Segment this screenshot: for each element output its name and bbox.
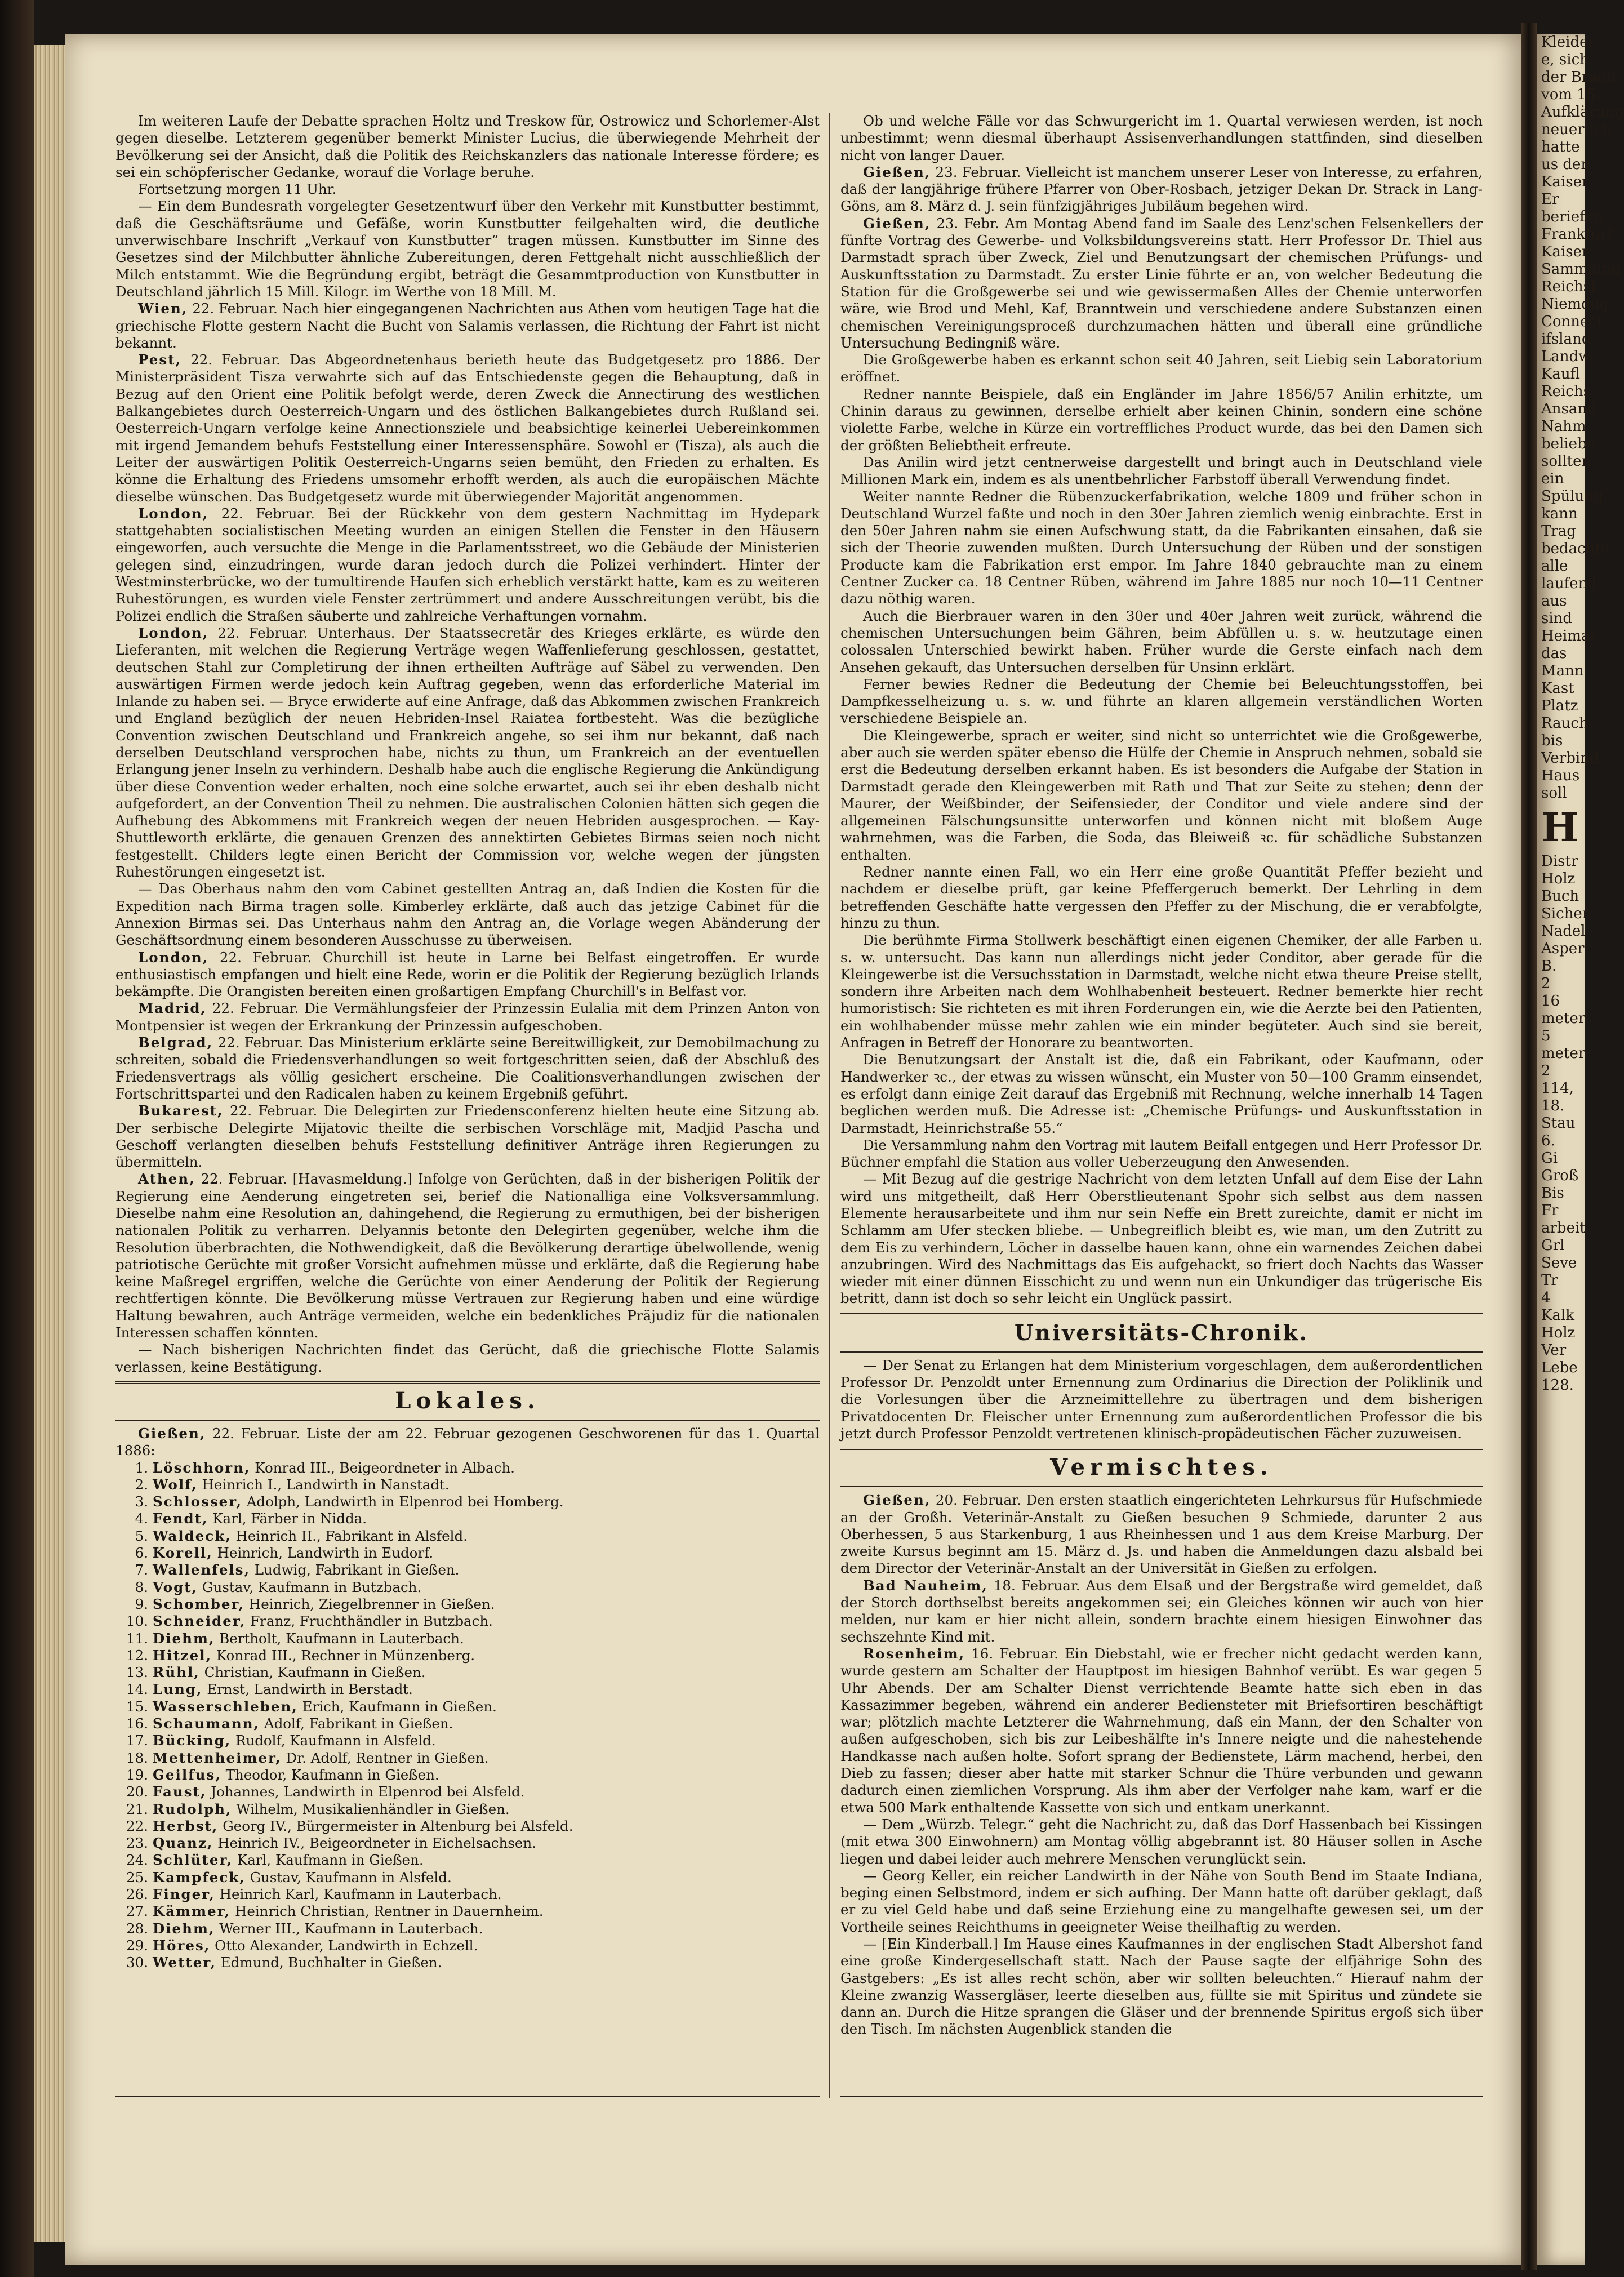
juror-number: 28. (126, 1920, 148, 1937)
facing-page-text-fragment: Gi (1541, 1150, 1558, 1167)
lokales-intro-text: 22. Februar. Liste der am 22. Februar gezogenen Geschworenen für das 1. Quartal 1886: (115, 1425, 820, 1459)
facing-page-text-fragment: 18. (1541, 1097, 1565, 1114)
juror-name: Quanz, (153, 1835, 213, 1852)
juror-name: Waldeck, (153, 1527, 232, 1544)
juror-item (115, 1596, 820, 1613)
juror-name: Schaumann, (153, 1715, 260, 1732)
juror-item (115, 1698, 820, 1715)
facing-page-text-fragment: Holz (1541, 1324, 1576, 1341)
facing-page-text-fragment: aus (1541, 593, 1567, 610)
news-text: 20. Februar. Den ersten staatlich eingerichteten Lehrkursus für Hufschmiede an der Großh. Veterinär-Anstalt zu Gießen besuchen 9 Schmiede, darunter 2 aus Oberhessen, 5 aus Starkenburg, 1 aus Rheinhessen und 1 aus dem Kreise Marburg. Der zweite Kursus beginnt am 15. März d. Js. und haben die Anmeldungen dazu alsbald bei dem Director der Veterinär-Anstalt an der Universität in Gießen zu erfolgen. (840, 1492, 1483, 1577)
dispatch-text: 22. Februar. Die Delegirten zur Friedensconferenz hielten heute eine Sitzung ab. Der serbische Delegirte Mijatovic theilte die serbischen Vorschläge mit, Madjid Pascha und Geschoff verlangten dieselben behufs Feststellung definitiver Anträge ihren Regierungen zu übermitteln. (115, 1102, 820, 1171)
facing-page-text-fragment: Holz (1541, 870, 1576, 887)
facing-page-text-fragment: 6. (1541, 1132, 1555, 1149)
dispatch-paragraph (115, 300, 820, 352)
dateline: Gießen, (863, 215, 931, 232)
juror-number: 22. (126, 1817, 148, 1834)
facing-page-fragment (1537, 34, 1624, 2265)
juror-item (115, 1937, 820, 1954)
juror-details: Franz, Fruchthändler in Butzbach. (250, 1613, 493, 1630)
facing-page-text-fragment: 5 (1541, 1028, 1551, 1044)
facing-page-text-fragment: bedachte (1541, 540, 1610, 557)
juror-name: Korell, (153, 1545, 213, 1562)
dateline: Gießen, (138, 1425, 206, 1442)
juror-details: Adolf, Fabrikant in Gießen. (264, 1715, 453, 1732)
juror-number: 29. (126, 1937, 148, 1954)
juror-number: 21. (126, 1800, 148, 1817)
paragraph: Weiter nannte Redner die Rübenzuckerfabrikation, welche 1809 und früher schon in Deutschland Wurzel faßte und noch in den 30er Jahren ziemlich wenig einbrachte. Erst in den 50er Jahren nahm sie einen Aufschwung statt, da die Fabrikanten einsahen, daß sie sich der Theorie zuwenden mußten. Durch Untersuchung der Rüben und der sonstigen Producte kam die Fabrikation erst empor. Im Jahre 1840 gebrauchte man zu einem Centner Zucker ca. 18 Centner Rüben, während im Jahre 1885 nur noch 10—11 Centner dazu nöthig waren. (840, 488, 1483, 607)
dateline: Gießen, (863, 163, 931, 180)
news-paragraph (840, 1492, 1483, 1577)
news-paragraph (840, 164, 1483, 215)
juror-number: 26. (126, 1885, 148, 1902)
book-spine-edge (0, 0, 34, 2277)
juror-number: 24. (126, 1852, 148, 1869)
left-intro-block (115, 113, 820, 300)
juror-details: Theodor, Kaufmann in Gießen. (225, 1766, 439, 1783)
facing-page-text-fragment: 2 (1541, 975, 1551, 992)
facing-page-text-fragment: Mann (1541, 662, 1584, 679)
facing-page-text-fragment: Verbind (1541, 750, 1599, 767)
paragraph: — Ein dem Bundesrath vorgelegter Gesetzentwurf über den Verkehr mit Kunstbutter bestimmt, daß die Geschäftsräume und Gefäße, worin Kunstbutter feilgehalten wird, die deutliche unverwischbare Inschrift „Verkauf von Kunstbutter“ tragen müssen. Kunstbutter im Sinne des Gesetzes sind der Milchbutter ähnliche Zubereitungen, deren Fettgehalt nicht ausschließlich der Milch entstammt. Wie die Begründung ergibt, beträgt die Gesammtproduction von Kunstbutter in Deutschland jährlich 15 Mill. Kilogr. im Werthe von 18 Mill. M. (115, 198, 820, 300)
juror-item (115, 1801, 820, 1818)
juror-number: 1. (135, 1459, 148, 1476)
dateline: Bad Nauheim, (863, 1577, 988, 1594)
juror-item (115, 1510, 820, 1527)
juror-name: Lung, (153, 1681, 203, 1698)
book-gutter (1521, 23, 1537, 2270)
facing-page-text-fragment: Asper (1541, 940, 1585, 957)
dispatch-paragraph (115, 880, 820, 949)
juror-details: Konrad III., Beigeordneter in Albach. (255, 1459, 515, 1476)
dateline: London, (138, 624, 209, 641)
juror-number: 7. (135, 1562, 148, 1578)
dispatch-paragraph (115, 1341, 820, 1376)
paragraph: Die Versammlung nahm den Vortrag mit lautem Beifall entgegen und Herr Professor Dr. Büchner empfahl die Station aus voller Ueberzeugung den Anwesenden. (840, 1136, 1483, 1171)
juror-number: 30. (126, 1954, 148, 1971)
dispatch-paragraph (115, 352, 820, 505)
juror-name: Löschhorn, (153, 1459, 251, 1476)
juror-details: Erich, Kaufmann in Gießen. (302, 1698, 497, 1715)
juror-number: 13. (126, 1664, 148, 1681)
dispatch-text: 22. Februar. Unterhaus. Der Staatssecretär des Krieges erklärte, es würde den Lieferanten, mit welchen die Regierung Verträge wegen Waffenlieferung geschlossen, gestattet, deutschen Stahl zur Completirung der ihnen ertheilten Aufträge auf Säbel zu verwenden. Den auswärtigen Firmen werde jedoch kein Auftrag gegeben, wenn das erforderliche Material im Inlande zu haben sei. — Bryce erwiderte auf eine Anfrage, daß das Abkommen zwischen Frankreich und England bezüglich der neuen Hebriden-Insel Raiatea fortbesteht. Was die bezügliche Convention zwischen Deutschland und Frankreich angehe, so sei ihm nur bekannt, daß nach derselben Deutschland versprochen habe, nichts zu thun, um Frankreich an der eventuellen Erlangung jener Inseln zu verhindern. Deshalb habe auch die englische Regierung die Ankündigung über diese Convention weder erhalten, noch eine solche erwartet, auch sei ihr eben deshalb nicht aufgefordert, an der Convention Theil zu nehmen. Die australischen Colonien hätten sich gegen die Aufhebung des Abkommens mit Frankreich wegen der neuen Hebriden ausgesprochen. — Kay-Shuttleworth erklärte, die genauen Grenzen des annektirten Gebietes Birmas seien noch nicht festgestellt. Childers legte einen Bericht der Commission vor, welche wegen der jüngsten Ruhestörungen eingesetzt ist. (115, 624, 820, 880)
juror-details: Heinrich IV., Beigeordneter in Eichelsachsen. (217, 1835, 536, 1852)
dateline: Gießen, (863, 1492, 931, 1509)
miscellaneous-news (840, 1492, 1483, 2038)
facing-page-text-fragment: Reichst (1541, 278, 1597, 295)
juror-details: Christian, Kaufmann in Gießen. (204, 1664, 426, 1681)
facing-page-text-fragment: Landw. (1541, 348, 1594, 365)
dateline: London, (138, 949, 209, 966)
paragraph: Auch die Bierbrauer waren in den 30er und 40er Jahren weit zurück, während die chemischen Untersuchungen beim Gähren, beim Abfüllen u. s. w. heutzutage einen colossalen Unterschied bewirkt haben. Früher wurde die Gerste einfach nach dem Ansehen gekauft, das Untersuchen derselben für Unsinn erklärt. (840, 607, 1483, 675)
facing-page-text-fragment: soll (1541, 785, 1567, 802)
facing-page-text-fragment: ifsland (1541, 331, 1591, 348)
column-separator (829, 113, 830, 2098)
facing-page-text-fragment: us den (1541, 156, 1591, 173)
news-paragraph (840, 215, 1483, 352)
lokales-intro (115, 1425, 820, 1460)
juror-item (115, 1767, 820, 1784)
news-paragraph (840, 1816, 1483, 1867)
juror-name: Schomber, (153, 1595, 245, 1612)
facing-page-text-fragment: Nadel (1541, 923, 1586, 940)
juror-item (115, 1715, 820, 1732)
juror-number: 16. (126, 1715, 148, 1732)
dispatch-text: — Das Oberhaus nahm den vom Cabinet gestellten Antrag an, daß Indien die Kosten für die Expedition nach Birma tragen solle. Kimberley erklärte, daß auch das jetzige Cabinet für die Annexion Birmas sei. Das Unterhaus nahm den Antrag an, die Vorlage wegen Abänderung der Geschäftsordnung einem besonderen Ausschusse zu überweisen. (115, 880, 820, 949)
juror-item (115, 1852, 820, 1869)
facing-page-text-fragment: Rauch (1541, 715, 1589, 732)
facing-page-text-fragment: Haus (1541, 767, 1580, 784)
facing-page-text-fragment: Heimat (1541, 628, 1596, 644)
vermischtes-heading: Vermischtes. (1050, 1454, 1273, 1481)
juror-details: Konrad III., Rechner in Münzenberg. (216, 1647, 475, 1664)
facing-page-text-fragment: 128. (1541, 1377, 1574, 1394)
facing-page-text-fragment: Er (1541, 191, 1559, 208)
paragraph: Redner nannte Beispiele, daß ein Engländer im Jahre 1856/57 Anilin erhitzte, um Chinin daraus zu gewinnen, derselbe erhielt aber keinen Chinin, sondern eine schöne violette Farbe, welche in Kürze ein vortreffliches Product wurde, das bei den Damen sich der größten Beliebtheit erfreute. (840, 385, 1483, 453)
facing-page-text-fragment: ein (1541, 470, 1564, 487)
juror-details: Karl, Färber in Nidda. (212, 1510, 367, 1527)
facing-page-text-fragment: 4 (1541, 1289, 1551, 1306)
juror-name: Diehm, (153, 1630, 215, 1647)
juror-number: 10. (126, 1613, 148, 1630)
paragraph: Redner nannte einen Fall, wo ein Herr eine große Quantität Pfeffer bezieht und nachdem er dieselbe prüft, gar keine Pfeffergeruch bemerkt. Der Lehrling in dem betreffenden Geschäfte hatte vergessen den Pfeffer zu der Mischung, die er verabfolgte, hinzu zu thun. (840, 864, 1483, 931)
facing-page-text-fragment: Kast (1541, 680, 1574, 697)
juror-details: Gustav, Kaufmann in Butzbach. (202, 1578, 422, 1595)
facing-page-text-fragment: Niemdog (1541, 296, 1609, 313)
section-rule (115, 1381, 820, 1384)
juror-number: 2. (135, 1476, 148, 1493)
dateline: Rosenheim, (863, 1645, 965, 1662)
juror-details: Gustav, Kaufmann in Alsfeld. (250, 1869, 452, 1885)
news-text: 23. Febr. Am Montag Abend fand im Saale des Lenz'schen Felsenkellers der fünfte Vortrag des Gewerbe- und Volksbildungsvereins statt. Herr Professor Dr. Thiel aus Darmstadt sprach über Zweck, Ziel und Benutzungsart der chemischen Prüfungs- und Auskunftsstation zu Darmstadt. Zu erster Linie führte er an, von welcher Bedeutung die Station für die Großgewerbe sei und wie gewissermaßen Alles der Chemie unterworfen wäre, wie Brod und Mehl, Kaf, Branntwein und verschiedene andere Substanzen einen chemischen Vereinigungsproceß durchzumachen hätten und überall eine gründliche Untersuchung Bedingniß wäre. (840, 215, 1483, 351)
facing-page-heading-fragment: H (1541, 804, 1579, 851)
dateline: Belgrad, (138, 1034, 213, 1051)
facing-page-text-fragment: der Brand (1541, 69, 1617, 86)
dispatch-paragraph (115, 949, 820, 1000)
dispatch-text: 22. Februar. Nach hier eingegangenen Nachrichten aus Athen vom heutigen Tage hat die griechische Flotte gestern Nacht die Bucht von Salamis verlassen, die Richtung der Fahrt ist nicht bekannt. (115, 300, 820, 351)
juror-name: Wolf, (153, 1476, 198, 1493)
lecture-report (840, 352, 1483, 1308)
facing-page-text-fragment: Trag (1541, 523, 1576, 540)
juror-details: Bertholt, Kaufmann in Lauterbach. (219, 1630, 464, 1647)
news-text: 18. Februar. Aus dem Elsaß und der Bergstraße wird gemeldet, daß der Storch dorthselbst bereits angekommen sei; ein Gleiches können wir auch von hier melden, nur kam er hier nicht allein, sondern brachte einem hiesigen Einwohner das sechszehnte Kind mit. (840, 1577, 1483, 1645)
facing-page-text-fragment: e, sich (1541, 51, 1589, 68)
juror-details: Adolph, Landwirth in Elpenrod bei Homberg. (246, 1493, 564, 1510)
juror-name: Schlüter, (153, 1852, 233, 1869)
paragraph: Die Großgewerbe haben es erkannt schon seit 40 Jahren, seit Liebig sein Laboratorium eröffnet. (840, 352, 1483, 385)
juror-item (115, 1869, 820, 1886)
juror-name: Schneider, (153, 1613, 246, 1630)
facing-page-text-fragment: Ver (1541, 1342, 1567, 1359)
juror-details: Ernst, Landwirth in Berstadt. (207, 1681, 413, 1698)
news-text: 16. Februar. Ein Diebstahl, wie er frecher nicht gedacht werden kann, wurde gestern am Schalter der Hauptpost im hiesigen Bahnhof verübt. Es war gegen 5 Uhr Abends. Der am Schalter Dienst verrichtende Beamte hatte sich eben in das Kassazimmer begeben, während ein anderer Bediensteter mit Briefsortiren beschäftigt war; plötzlich machte Letzterer die Wahrnehmung, daß ein Mann, der den Schalter von außen aufgeschoben, sich bis zur Leibeshälfte in's Innere neigte und die nahestehende Handkasse nach außen holte. Sofort sprang der Bedienstete, Lärm machend, herbei, den Dieb zu fassen; dieser aber hatte mit starker Schnur die Thüre verbunden und gewann dadurch einen ziemlichen Vorsprung. Als ihm aber der Verfolger nahe kam, warf er die etwa 500 Mark enthaltende Kassette von sich und entkam unerkannt. (840, 1645, 1483, 1816)
facing-page-text-fragment: Kalk (1541, 1307, 1574, 1324)
juror-details: Heinrich, Ziegelbrenner in Gießen. (248, 1595, 495, 1612)
dispatch-paragraph (115, 1000, 820, 1034)
paragraph: Fortsetzung morgen 11 Uhr. (138, 181, 337, 198)
left-column (115, 113, 820, 2101)
juror-item (115, 1818, 820, 1835)
juror-details: Heinrich, Landwirth in Eudorf. (217, 1545, 434, 1562)
juror-item (115, 1630, 820, 1647)
section-rule (115, 1420, 820, 1421)
juror-number: 11. (126, 1630, 148, 1647)
juror-details: Heinrich I., Landwirth in Nanstadt. (202, 1476, 450, 1493)
facing-page-text-fragment: meter (1541, 1045, 1586, 1062)
juror-details: Heinrich Christian, Rentner in Dauernheim. (235, 1903, 544, 1920)
juror-details: Dr. Adolf, Rentner in Gießen. (286, 1749, 489, 1766)
juror-details: Edmund, Buchhalter in Gießen. (220, 1954, 442, 1971)
juror-details: Otto Alexander, Landwirth in Echzell. (215, 1937, 478, 1954)
facing-page-text-fragment: Sichen (1541, 905, 1592, 922)
juror-number: 8. (135, 1578, 148, 1595)
facing-page-text-fragment: 16 (1541, 993, 1560, 1009)
facing-page-text-fragment: Platz (1541, 697, 1578, 714)
juror-item (115, 1545, 820, 1562)
section-rule (840, 1448, 1483, 1450)
juror-number: 5. (135, 1527, 148, 1544)
facing-page-text-fragment: Distr (1541, 853, 1578, 870)
juror-number: 4. (135, 1510, 148, 1527)
juror-number: 3. (135, 1493, 148, 1510)
facing-page-text-fragment: neuerlich (1541, 121, 1612, 138)
section-rule (840, 1313, 1483, 1315)
dispatch-text: 22. Februar. Das Abgeordnetenhaus berieth heute das Budgetgesetz pro 1886. Der Ministerpräsident Tisza verwahrte sich auf das Entschiedenste gegen die Behauptung, daß in Bezug auf den Orient eine Politik befolgt werde, deren Zweck die Annectirung des westlichen Balkangebietes durch Oesterreich-Ungarn und des östlichen Balkangebietes durch Rußland sei. Oesterreich-Ungarn verfolge keine Annectionsziele und beabsichtige keinerlei Uebereinkommen mit irgend Jemandem behufs Feststellung einer Interessensphäre. Sowohl er (Tisza), als auch die Leiter der auswärtigen Politik Oesterreich-Ungarns seien bemüht, den Frieden zu erhalten. Es könne die Erhaltung des Friedens umsomehr erhofft werden, als auch die europäischen Mächte dieselbe wünschen. Das Budgetgesetz wurde mit überwiegender Majorität angenommen. (115, 352, 820, 505)
juror-details: Ludwig, Fabrikant in Gießen. (254, 1562, 460, 1578)
juror-item (115, 1732, 820, 1749)
paragraph: Das Anilin wird jetzt centnerweise dargestellt und bringt auch in Deutschland viele Millionen Mark ein, indem es als unentbehrlicher Farbstoff überall Verwendung findet. (840, 453, 1483, 488)
juror-name: Finger, (153, 1885, 215, 1902)
dateline: Bukarest, (138, 1102, 224, 1119)
facing-page-text-fragment: Sammlung (1541, 261, 1621, 278)
juror-details: Heinrich II., Fabrikant in Alsfeld. (235, 1527, 468, 1544)
juror-name: Herbst, (153, 1817, 219, 1834)
dateline: London, (138, 505, 209, 522)
facing-page-text-fragment: Buch (1541, 888, 1579, 905)
juror-item (115, 1647, 820, 1664)
university-chronicle-heading: Universitäts-Chronik. (1014, 1319, 1309, 1345)
juror-name: Wetter, (153, 1954, 216, 1971)
juror-item (115, 1613, 820, 1630)
facing-page-text-fragment: Kleider (1541, 34, 1595, 51)
juror-item (115, 1750, 820, 1767)
facing-page-text-fragment: Connect (1541, 313, 1603, 330)
facing-page-text-fragment: Spülung (1541, 488, 1603, 505)
juror-name: Rudolph, (153, 1800, 232, 1817)
juror-details: Karl, Kaufmann in Gießen. (237, 1852, 424, 1869)
juror-item (115, 1493, 820, 1510)
dispatch-text: 22. Februar. Das Ministerium erklärte seine Bereitwilligkeit, zur Demobilmachung zu schreiten, sobald die Friedensverhandlungen so weit fortgeschritten seien, daß der Abschluß des Friedensvertrags als völlig gesichert erscheine. Die Coalitionsverhandlungen zwischen der Fortschrittspartei und den Radicalen haben zu keinem Ergebniß geführt. (115, 1034, 820, 1102)
dateline: Pest, (138, 352, 181, 368)
facing-page-text-fragment: Kaufl (1541, 366, 1581, 383)
dispatch-text: — Nach bisherigen Nachrichten findet das Gerücht, daß die griechische Flotte Salamis verlassen, keine Bestätigung. (115, 1341, 820, 1375)
paragraph: Die Benutzungsart der Anstalt ist die, daß ein Fabrikant, oder Kaufmann, oder Handwerker ꝛc., der etwas zu wissen wünscht, ein Muster von 50—100 Gramm einsendet, es erfolgt dann einige Zeit darauf das Ergebniß mit Rechnung, welche innerhalb 14 Tagen beglichen werden muß. Die Adresse ist: „Chemische Prüfungs- und Auskunftsstation in Darmstadt, Heinrichstraße 55.“ (840, 1051, 1483, 1136)
juror-name: Hitzel, (153, 1647, 212, 1664)
juror-details: Wilhelm, Musikalienhändler in Gießen. (236, 1800, 510, 1817)
facing-page-text-fragment: Ansand (1541, 401, 1596, 417)
local-news (840, 164, 1483, 352)
facing-page-text-fragment: hatte (1541, 139, 1580, 155)
juror-name: Rühl, (153, 1664, 200, 1681)
juror-number: 14. (126, 1681, 148, 1698)
facing-page-text-fragment: sollten (1541, 453, 1591, 470)
juror-number: 19. (126, 1766, 148, 1783)
juror-details: Rudolf, Kaufmann in Alsfeld. (235, 1732, 436, 1749)
dispatch-paragraph (115, 1171, 820, 1341)
facing-page-text-fragment: 114, (1541, 1080, 1574, 1097)
juror-details: Werner III., Kaufmann in Lauterbach. (219, 1920, 483, 1937)
facing-page-text-fragment: Nahm (1541, 418, 1586, 435)
juror-item (115, 1835, 820, 1852)
juror-name: Kämmer, (153, 1903, 231, 1920)
juror-item (115, 1664, 820, 1681)
dispatch-paragraph (115, 1102, 820, 1171)
facing-page-text-fragment: das (1541, 645, 1567, 662)
juror-number: 12. (126, 1647, 148, 1664)
dispatch-text: 22. Februar. [Havasmeldung.] Infolge von Gerüchten, daß in der bisherigen Politik der Regierung eine Aenderung eingetreten sei, berief die Nationalliga eine Volksversammlung. Dieselbe nahm eine Resolution an, dahingehend, die Regierung zu ermuthigen, bei der bisherigen nationalen Politik zu verharren. Delyannis betonte den Delegirten gegenüber, welche ihm die Resolution überbrachten, die Nothwendigkeit, daß die Bevölkerung derartige übelwollende, wenig patriotische Gerüchte mit großer Vorsicht aufnehmen müsse und erklärte, daß die Regierung habe keine Maßregel ergriffen, welche die Gerüchte von einer Aenderung der Politik der Regierung rechtfertigen könnte. Die Bevölkerung müsse Vertrauen zur Regierung haben und eine würdige Haltung bewahren, auch Anträge vermeiden, welche ein bedenkliches Präjudiz für die nationalen Interessen schaffen könnten. (115, 1171, 820, 1341)
facing-page-text-fragment: alle (1541, 558, 1568, 575)
juror-name: Kampfeck, (153, 1869, 246, 1885)
juror-details: Georg IV., Bürgermeister in Altenburg bei Alsfeld. (223, 1817, 573, 1834)
news-paragraph (840, 1646, 1483, 1816)
juror-number: 6. (135, 1545, 148, 1562)
facing-page-text-fragment: kann (1541, 505, 1578, 522)
dispatch-paragraph (115, 1034, 820, 1102)
juror-name: Fendt, (153, 1510, 208, 1527)
juror-number: 9. (135, 1595, 148, 1612)
facing-page-text-fragment: meter (1541, 1010, 1586, 1027)
facing-page-text-fragment: B. (1541, 958, 1557, 975)
juror-item (115, 1460, 820, 1477)
right-column (840, 113, 1483, 2101)
paragraph: Im weiteren Laufe der Debatte sprachen Holtz und Treskow für, Ostrowicz und Schorlemer-Alst gegen dieselbe. Letzterem gegenüber bemerkt Minister Lucius, die überwiegende Mehrheit der Bevölkerung sei der Ansicht, daß die Politik des Reichskanzlers das nationale Interesse fördere; es sei ein schöpferischer Gedanke, worauf die Vorlage beruhe. (115, 113, 820, 180)
bottom-rule (115, 2096, 820, 2097)
facing-page-text-fragment: beriefen (1541, 208, 1603, 225)
facing-page-text-fragment: beliebe (1541, 435, 1596, 452)
facing-page-text-fragment: Stau (1541, 1115, 1576, 1132)
juror-name: Geilfus, (153, 1766, 221, 1783)
facing-page-text-fragment: Lebe (1541, 1359, 1578, 1376)
juror-number: 15. (126, 1698, 148, 1715)
juror-item (115, 1477, 820, 1493)
dispatch-text: 22. Februar. Bei der Rückkehr von dem gestern Nachmittag im Hydepark stattgehabten socialistischen Meeting wurden an einigen Stellen die Fenster in den Häusern eingeworfen, auch versuchte die Menge in die Parlamentsstreet, wo die Gebäude der Ministerien gelegen sind, einzudringen, wurde daran jedoch durch die Polizei verhindert. Hinter der Westminsterbrücke, wo der tumultirende Haufen sich erheblich verstärkt hatte, kam es zu weiteren Ruhestörungen, es wurden viele Fenster zertrümmert und andere Ausschreitungen verübt, bis die Polizei endlich die Straßen säuberte und zahlreiche Verhaftungen vornahm. (115, 505, 820, 624)
juror-item (115, 1579, 820, 1596)
dispatch-paragraph (115, 625, 820, 880)
dispatch-paragraph (115, 505, 820, 625)
juror-item (115, 1784, 820, 1800)
facing-page-text-fragment: 2 (1541, 1062, 1551, 1079)
news-paragraph (840, 1577, 1483, 1646)
juror-number: 25. (126, 1869, 148, 1885)
juror-number: 17. (126, 1732, 148, 1749)
juror-name: Wasserschleben, (153, 1698, 298, 1715)
juror-name: Bücking, (153, 1732, 232, 1749)
news-paragraph (840, 1936, 1483, 2038)
juror-item (115, 1903, 820, 1920)
juror-name: Wallenfels, (153, 1562, 251, 1578)
dateline: Wien, (138, 300, 188, 317)
facing-page-text-fragment: Kaiser (1541, 243, 1589, 260)
news-paragraph (840, 1867, 1483, 1936)
dispatch-text: 22. Februar. Die Vermählungsfeier der Prinzessin Eulalia mit dem Prinzen Anton von Montpensier ist wegen der Erkrankung der Prinzessin aufgeschoben. (115, 1000, 820, 1034)
bottom-rule (840, 2096, 1483, 2097)
page-stack-edge (34, 45, 65, 2242)
section-rule (840, 1486, 1483, 1487)
juror-item (115, 1920, 820, 1937)
juror-name: Vogt, (153, 1578, 198, 1595)
facing-page-text-fragment: Fr (1541, 1202, 1559, 1219)
facing-page-text-fragment: Frankfurt (1541, 226, 1613, 243)
paragraph: — Mit Bezug auf die gestrige Nachricht von dem letzten Unfall auf dem Eise der Lahn wird uns mitgetheilt, daß Herr Oberstlieutenant Spohr sich selbst aus dem nassen Elemente herausarbeitete und ihm nur sein Neffe ein Brett zureichte, damit er nicht im Schlamm am Ufer stecken bliebe. — Unbegreiflich bleibt es, wie man, um den Zutritt zu dem Eis zu verhindern, Löcher in dasselbe hauen kann, ohne ein warnendes Zeichen dabei anzubringen. Wird des Nachmittags das Eis aufgehackt, so friert doch Nachts das Wasser wieder mit einer dünnen Eisschicht zu und wenn nun ein Unkundiger das trügerische Eis betritt, dann ist doch so sehr leicht ein Unglück passirt. (840, 1171, 1483, 1307)
paragraph: Ferner bewies Redner die Bedeutung der Chemie bei Beleuchtungsstoffen, bei Dampfkesselheizung u. s. w. und führte an klaren allgemein verständlichen Worten verschiedene Beispiele an. (840, 675, 1483, 727)
facing-page-text-fragment: Kaiser (1541, 174, 1589, 190)
juror-number: 20. (126, 1784, 148, 1800)
juror-item (115, 1954, 820, 1971)
juror-number: 18. (126, 1749, 148, 1766)
juror-number: 27. (126, 1903, 148, 1920)
telegram-dispatches (115, 300, 820, 1376)
juror-name: Mettenheimer, (153, 1749, 282, 1766)
juror-name: Schlosser, (153, 1493, 242, 1510)
news-text: — [Ein Kinderball.] Im Hause eines Kaufmannes in der englischen Stadt Albershot fand eine große Kindergesellschaft statt. Nach der Pause sagte der elfjährige Sohn des Gastgebers: „Es ist alles recht schön, aber wir sollten beleuchten.“ Hierauf nahm der Kleine zwanzig Wassergläser, leerte dieselben aus, füllte sie mit Spiritus und zündete sie dann an. Durch die Hitze sprangen die Gläser und der brennende Spiritus ergoß sich über den Tisch. Im nächsten Augenblick standen die (840, 1935, 1483, 2038)
juror-item (115, 1528, 820, 1545)
juror-name: Höres, (153, 1937, 211, 1954)
juror-name: Faust, (153, 1784, 207, 1800)
university-chronicle-text: — Der Senat zu Erlangen hat dem Ministerium vorgeschlagen, dem außerordentlichen Professor Dr. Penzoldt unter Ernennung zum Ordinarius die Direction der Poliklinik und die Vorlesungen über die Arzneimittellehre zu übertragen und dem bisherigen Privatdocenten Dr. Fleischer unter Ernennung zum außerordentlichen Professor die bis jetzt durch Professor Penzoldt vertretenen klinisch-propädeutischen Fächer zuzuweisen. (840, 1357, 1483, 1442)
facing-page-text-fragment: Reichs (1541, 383, 1591, 400)
facing-page-text-fragment: Groß (1541, 1167, 1579, 1184)
juror-name: Diehm, (153, 1920, 215, 1937)
news-text: — Dem „Würzb. Telegr.“ geht die Nachricht zu, daß das Dorf Hassenbach bei Kissingen (mit etwa 300 Einwohnern) am Montag völlig abgebrannt ist. 80 Häuser sollen in Asche liegen und dabei leider auch mehrere Menschen verunglückt sein. (840, 1816, 1483, 1867)
facing-page-text-fragment: Bis (1541, 1185, 1564, 1202)
facing-page-text-fragment: Grl (1541, 1237, 1565, 1254)
juror-details: Heinrich Karl, Kaufmann in Lauterbach. (219, 1885, 502, 1902)
facing-page-text-fragment: Seve (1541, 1255, 1577, 1271)
right-intro: Ob und welche Fälle vor das Schwurgericht im 1. Quartal verwiesen werden, ist noch unbestimmt; wenn diesmal überhaupt Assisenverhandlungen stattfinden, sind dieselben nicht von langer Dauer. (840, 113, 1483, 163)
juror-number: 23. (126, 1835, 148, 1852)
news-text: — Georg Keller, ein reicher Landwirth in der Nähe von South Bend im Staate Indiana, beging einen Selbstmord, indem er sich aufhing. Der Mann hatte oft darüber geklagt, daß er zu viel Geld habe und daß seine Erziehung eine zu mangelhafte gewesen sei, um der Vortheile seines Reichthums in geeigneter Weise theilhaftig zu werden. (840, 1867, 1483, 1935)
dispatch-text: 22. Februar. Churchill ist heute in Larne bei Belfast eingetroffen. Er wurde enthusiastisch empfangen und hielt eine Rede, worin er die Politik der Regierung bezüglich Irlands bekämpfte. Die Orangisten bereiten einen großartigen Empfang Churchill's in Belfast vor. (115, 949, 820, 1000)
dateline: Athen, (138, 1171, 195, 1188)
facing-page-text-fragment: Tr (1541, 1272, 1558, 1289)
paragraph: Die berühmte Firma Stollwerk beschäftigt einen eigenen Chemiker, der alle Farben u. s. w. untersucht. Das kann nun allerdings nicht jeder Conditor, aber gerade für die Kleingewerbe ist die Versuchsstation in Darmstadt, welche nicht etwa theure Preise stellt, sondern ihre Arbeiten nach dem Wohlhabenheit besteuert. Redner bemerkte hier recht humoristisch: Sie richteten es mit ihren Forderungen ein, wie die Aerzte bei den Patienten, ein wohlhabender müsse mehr zahlen wie ein minder begüteter. Auch sind sie bereit, Anfragen in Betreff der Honorare zu beantworten. (840, 932, 1483, 1051)
juror-details: Johannes, Landwirth in Elpenrod bei Alsfeld. (211, 1784, 525, 1800)
news-text: 23. Februar. Vielleicht ist manchem unserer Leser von Interesse, zu erfahren, daß der langjährige frühere Pfarrer von Ober-Rosbach, jetziger Dekan Dr. Strack in Lang-Göns, am 8. März d. J. sein fünfzigjähriges Jubiläum begehen wird. (840, 163, 1483, 215)
juror-list (115, 1460, 820, 1972)
facing-page-text-fragment: vom 15. (1541, 86, 1600, 103)
dateline: Madrid, (138, 1000, 207, 1017)
paragraph: Die Kleingewerbe, sprach er weiter, sind nicht so unterrichtet wie die Großgewerbe, aber auch sie werden später ebenso die Hülfe der Chemie in Anspruch nehmen, sobald sie erst die Bedeutung derselben erkannt haben. Es ist besonders die Aufgabe der Station in Darmstadt gerade den Kleingewerben mit Rath und That zur Seite zu stehen; denn der Maurer, der Weißbinder, der Seifensieder, der Conditor und viele andere sind der allgemeinen Fälschungsunsitte unterworfen und können nicht mit bloßem Auge wahrnehmen, was die Farben, die Soda, das Bleiweiß ꝛc. für schädliche Substanzen enthalten. (840, 727, 1483, 863)
juror-item (115, 1562, 820, 1578)
facing-page-text-fragment: arbeit (1541, 1220, 1586, 1237)
facing-page-text-fragment: Aufklärung (1541, 104, 1624, 121)
juror-item (115, 1886, 820, 1903)
facing-page-text-fragment: sind (1541, 610, 1573, 627)
facing-page-text-fragment: laufend (1541, 575, 1597, 592)
facing-page-text-fragment: bis (1541, 732, 1563, 749)
lokales-heading: Lokales. (395, 1387, 540, 1414)
section-rule (840, 1351, 1483, 1353)
juror-item (115, 1681, 820, 1698)
